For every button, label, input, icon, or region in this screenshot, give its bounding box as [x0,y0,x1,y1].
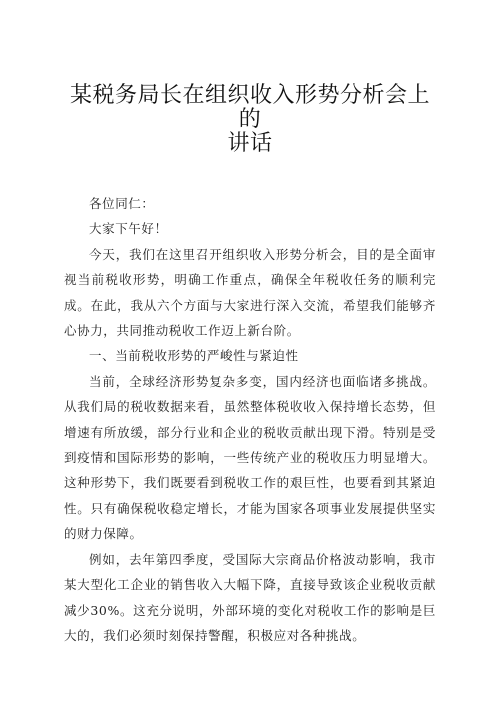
section-heading: 一、当前税收形势的严峻性与紧迫性 [89,348,299,364]
greeting: 大家下午好！ [89,221,168,237]
body-paragraph: 当前，全球经济形势复杂多变，国内经济也面临诸多挑战。从我们局的税收数据来看，虽然整体税收收入保持增长态势，但增速有所放缓，部分行业和企业的税收贡献出现下滑。特别是受到疫情和国际形势的影响，一些传统产业的税收压力明显增大。这种形势下，我们既要看到税收工作的艰巨性，也要看到其紧迫性。只有确保税收稳定增长，才能为国家各项事业发展提供坚实的财力保障。 [64,373,436,542]
document-title-line-2: 讲话 [227,131,273,156]
document-title-line-1: 某税务局长在组织收入形势分析会上的 [69,83,430,132]
salutation: 各位同仁： [89,196,155,211]
body-paragraph: 今天，我们在这里召开组织收入形势分析会，目的是全面审视当前税收形势，明确工作重点，确保全年税收任务的顺利完成。在此，我从六个方面与大家进行深入交流，希望我们能够齐心协力，共同推动税收工作迈上新台阶。 [64,246,436,339]
document-body [64,191,436,648]
body-paragraph: 例如，去年第四季度，受国际大宗商品价格波动影响，我市某大型化工企业的销售收入大幅下降，直接导致该企业税收贡献减少30%。这充分说明，外部环境的变化对税收工作的影响是巨大的，我们必须时刻保持警醒，积极应对各种挑战。 [64,551,436,643]
